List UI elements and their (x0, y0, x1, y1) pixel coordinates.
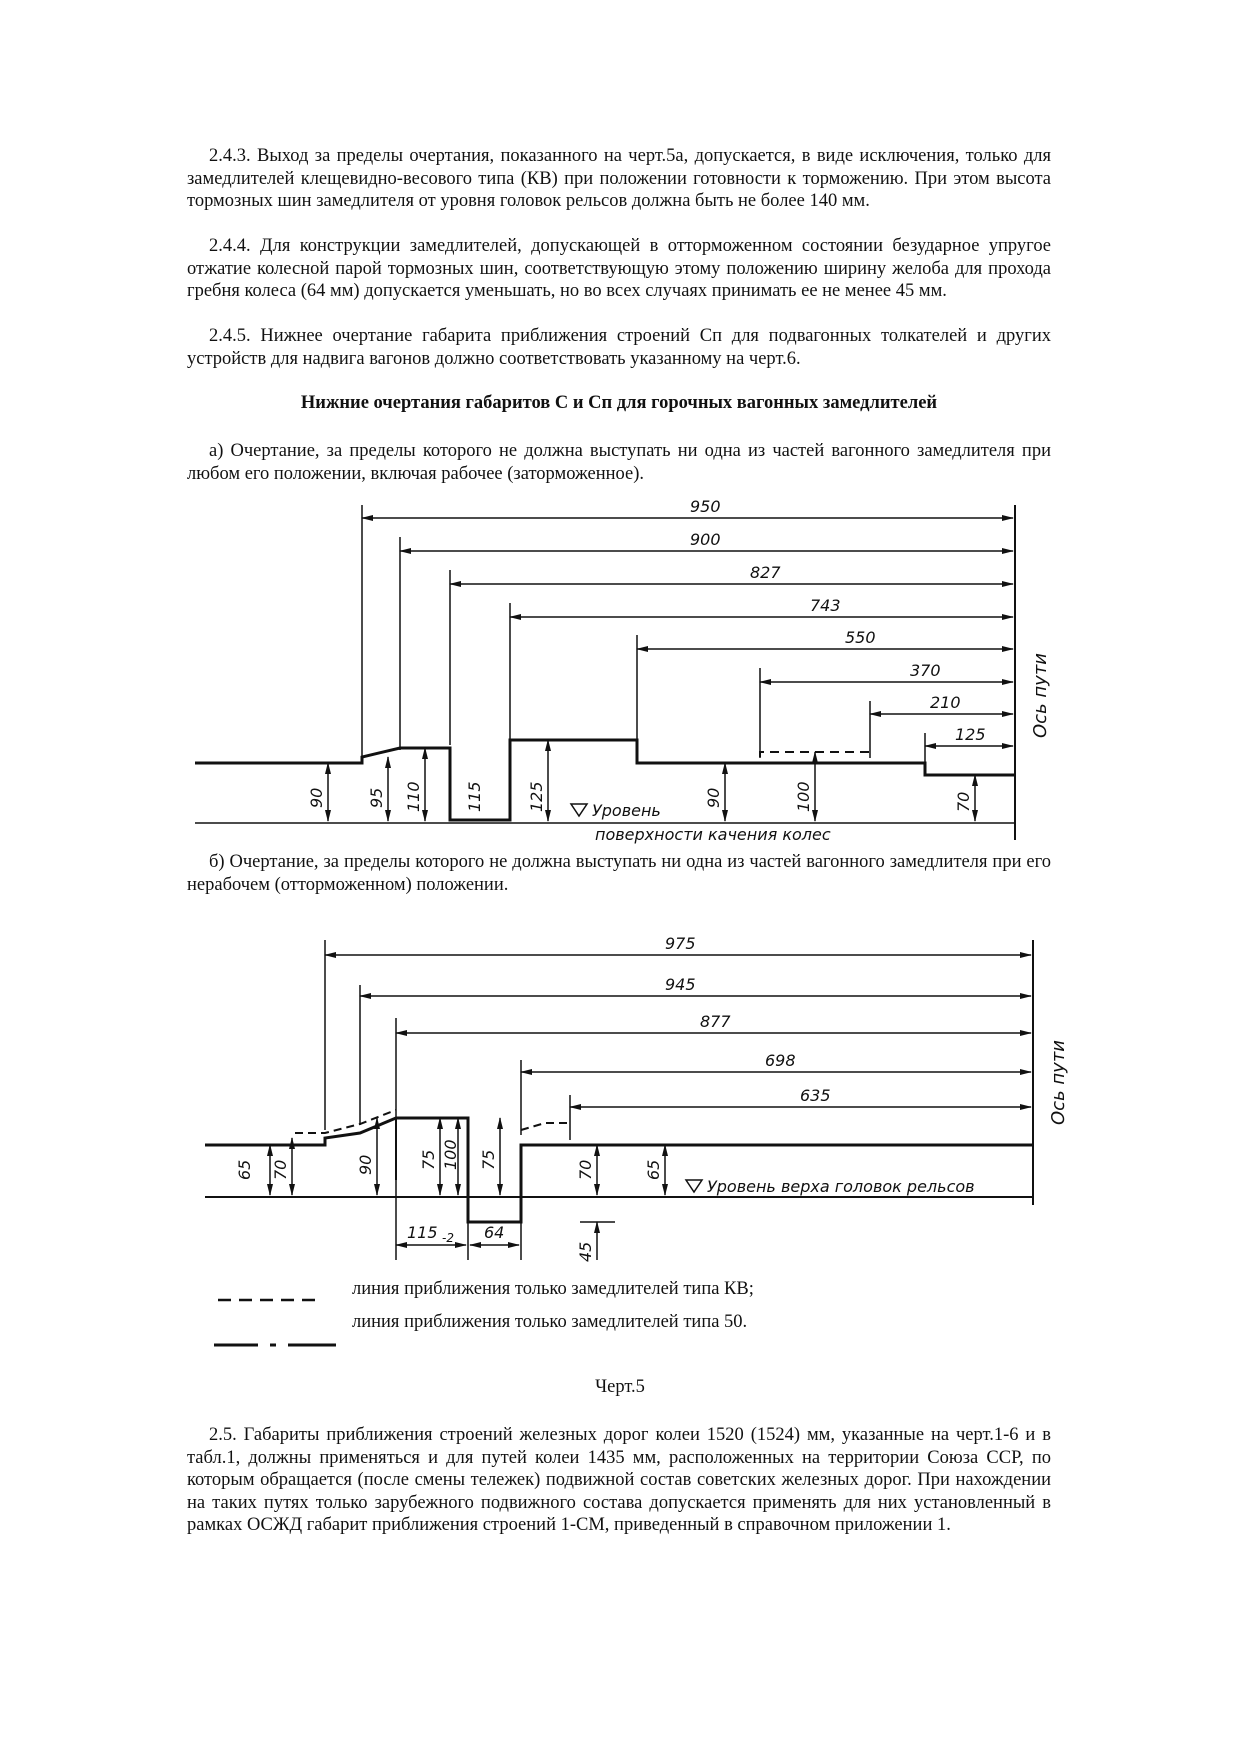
fig-a-level-label-2: поверхности качения колес (595, 825, 831, 844)
fig-a-height-90-left: 90 (307, 787, 326, 808)
paragraph-b: б) Очертание, за пределы которого не должна выступать ни одна из частей вагонного замедлителя при его нерабочем (отторможенном) положении. (187, 852, 1051, 895)
fig-a-height-125: 125 (527, 781, 546, 812)
fig-b-height-90: 90 (356, 1154, 375, 1175)
fig-a-height-95: 95 (367, 787, 386, 808)
fig-b-width-698: 698 (765, 1051, 796, 1070)
fig-b-height-75-left: 75 (419, 1149, 438, 1170)
fig-a-height-115: 115 (465, 781, 484, 812)
fig-a-width-827: 827 (750, 563, 781, 582)
fig-a-width-125: 125 (955, 725, 986, 744)
fig-b-height-45: 45 (576, 1241, 595, 1262)
fig-a-axis-label: Ось пути (1030, 653, 1051, 738)
fig-b-width-635: 635 (800, 1086, 831, 1105)
paragraph-2-4-4: 2.4.4. Для конструкции замедлителей, допускающей в отторможенном состоянии безударное упругое отжатие колесной парой тормозных шин, соответствующую этому положению ширину желоба для прохода гребня колеса (64 мм) допускается уменьшать, но во всех случаях принимать ее не менее 45 мм. (187, 236, 1051, 302)
fig-b-height-70-right: 70 (576, 1159, 595, 1180)
fig-a-width-210: 210 (930, 693, 961, 712)
fig-b-level-label: Уровень верха головок рельсов (707, 1177, 975, 1196)
fig-a-height-110: 110 (404, 781, 423, 812)
fig-a-height-90-mid: 90 (704, 787, 723, 808)
fig-b-width-877: 877 (700, 1012, 731, 1031)
fig-b-bottom-tolerance: -2 (442, 1231, 454, 1245)
paragraph-2-4-5: 2.4.5. Нижнее очертание габарита приближения строений Сп для подвагонных толкателей и других устройств для надвига вагонов должно соответствовать указанному на черт.6. (187, 326, 1051, 369)
fig-b-height-100: 100 (441, 1139, 460, 1170)
legend-kv: линия приближения только замедлителей типа КВ; (352, 1279, 754, 1299)
fig-a-height-100: 100 (794, 781, 813, 812)
paragraph-2-4-3: 2.4.3. Выход за пределы очертания, показанного на черт.5а, допускается, в виде исключения, только для замедлителей клещевидно-весового типа (КВ) при положении готовности к торможению. При этом высота тормозных шин замедлителя от уровня головок рельсов должна быть не более 140 мм. (187, 146, 1051, 212)
fig-b-height-65-right: 65 (644, 1159, 663, 1180)
legend-type-50: линия приближения только замедлителей типа 50. (352, 1312, 748, 1332)
paragraph-2-5: 2.5. Габариты приближения строений железных дорог колеи 1520 (1524) мм, указанные на черт.1-6 и в табл.1, должны применяться и для путей колеи 1435 мм, расположенных на территории Союза ССР, по которым обращается (после смены тележек) подвижной состав советских железных дорог. При нахождении на таких путях только зарубежного подвижного состава допускается применять для них установленный в рамках ОСЖД габарит приближения строений 1-СМ, приведенный в справочном приложении 1. (187, 1425, 1051, 1536)
fig-b-axis-label: Ось пути (1048, 1040, 1069, 1125)
fig-a-width-550: 550 (845, 628, 876, 647)
section-heading: Нижние очертания габаритов С и Сп для горочных вагонных замедлителей (300, 393, 938, 413)
fig-a-level-label: Уровень (592, 801, 661, 820)
fig-b-bottom-115: 115 (407, 1223, 438, 1242)
fig-a-width-950: 950 (690, 497, 721, 516)
fig-b-height-65-left: 65 (235, 1159, 254, 1180)
fig-a-width-743: 743 (810, 596, 841, 615)
fig-b-height-75-right: 75 (479, 1149, 498, 1170)
fig-b-bottom-64: 64 (484, 1223, 505, 1242)
fig-a-width-900: 900 (690, 530, 721, 549)
fig-a-height-70: 70 (954, 791, 973, 812)
figure-caption: Черт.5 (595, 1377, 645, 1397)
fig-b-width-945: 945 (665, 975, 696, 994)
fig-b-width-975: 975 (665, 934, 696, 953)
fig-a-width-370: 370 (910, 661, 941, 680)
paragraph-a: а) Очертание, за пределы которого не должна выступать ни одна из частей вагонного замедлителя при любом его положении, включая рабочее (заторможенное). (187, 441, 1051, 484)
fig-b-height-70-left: 70 (271, 1159, 290, 1180)
